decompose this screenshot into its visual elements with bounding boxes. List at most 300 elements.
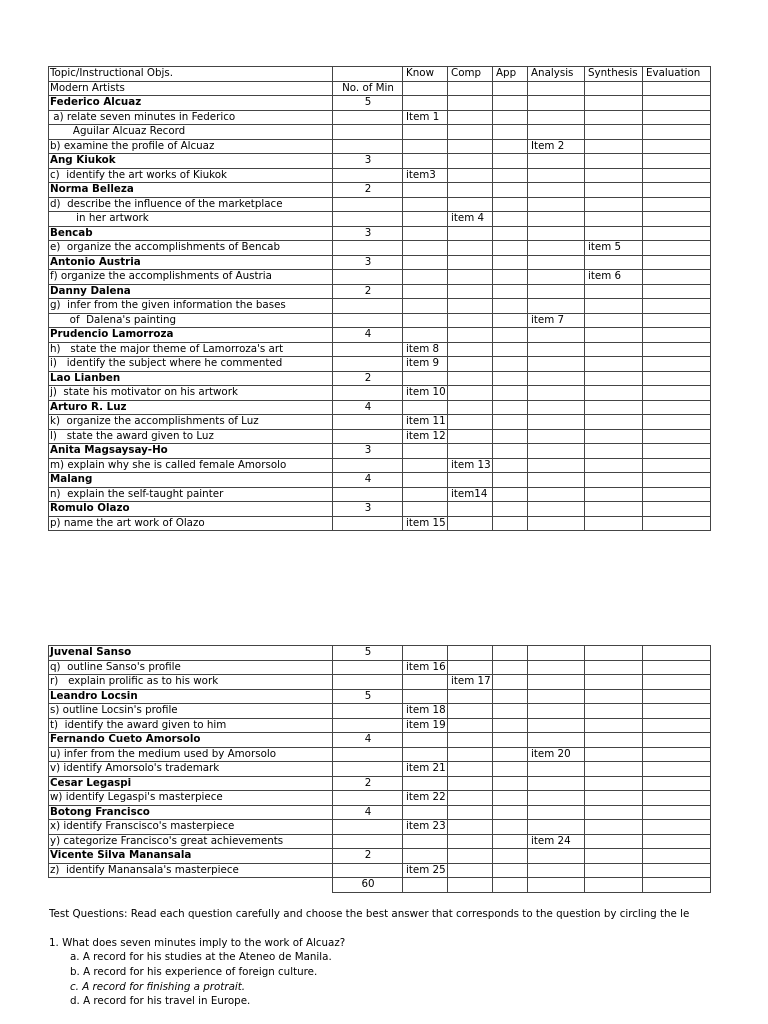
topic-cell: Antonio Austria: [49, 255, 333, 270]
minutes-cell: [333, 241, 403, 256]
app-cell: [493, 386, 528, 401]
know-cell: [403, 733, 448, 748]
total-empty-cell: [448, 878, 493, 893]
topic-cell: Cesar Legaspi: [49, 776, 333, 791]
artist-row: [49, 96, 711, 111]
comp-cell: [448, 762, 493, 777]
know-cell: [403, 81, 448, 96]
know-cell: item 9: [403, 357, 448, 372]
topic-cell: q) outline Sanso's profile: [49, 660, 333, 675]
analysis-cell: [528, 255, 585, 270]
synthesis-cell: [585, 139, 643, 154]
know-cell: [403, 487, 448, 502]
evaluation-cell: [643, 154, 711, 169]
topic-cell: Vicente Silva Manansala: [49, 849, 333, 864]
option-c: c. A record for finishing a protrait.: [70, 981, 246, 993]
topic-cell: Arturo R. Luz: [49, 400, 333, 415]
comp-cell: [448, 805, 493, 820]
know-cell: [403, 328, 448, 343]
evaluation-cell: [643, 96, 711, 111]
minutes-cell: 3: [333, 255, 403, 270]
app-cell: [493, 313, 528, 328]
evaluation-cell: [643, 284, 711, 299]
topic-cell: Bencab: [49, 226, 333, 241]
topic-cell: Ang Kiukok: [49, 154, 333, 169]
objective-row: [49, 747, 711, 762]
synthesis-cell: [585, 415, 643, 430]
app-cell: [493, 139, 528, 154]
evaluation-cell: [643, 820, 711, 835]
objective-row: [49, 357, 711, 372]
minutes-cell: [333, 110, 403, 125]
synthesis-cell: [585, 689, 643, 704]
comp-cell: [448, 255, 493, 270]
know-cell: item 19: [403, 718, 448, 733]
question-stem: 1. What does seven minutes imply to the work of Alcuaz?: [49, 937, 346, 949]
evaluation-cell: [643, 81, 711, 96]
artist-row: [49, 183, 711, 198]
synthesis-cell: [585, 342, 643, 357]
app-cell: [493, 110, 528, 125]
header-comp: Comp: [448, 67, 493, 82]
comp-cell: [448, 284, 493, 299]
know-cell: item 15: [403, 516, 448, 531]
comp-cell: [448, 660, 493, 675]
synthesis-cell: item 5: [585, 241, 643, 256]
evaluation-cell: [643, 473, 711, 488]
topic-cell: Malang: [49, 473, 333, 488]
evaluation-cell: [643, 183, 711, 198]
objective-row: [49, 718, 711, 733]
minutes-cell: 5: [333, 646, 403, 661]
comp-cell: [448, 313, 493, 328]
topic-cell: y) categorize Francisco's great achievements: [49, 834, 333, 849]
minutes-cell: [333, 660, 403, 675]
know-cell: [403, 400, 448, 415]
synthesis-cell: [585, 805, 643, 820]
analysis-cell: [528, 718, 585, 733]
know-cell: [403, 241, 448, 256]
know-cell: item 16: [403, 660, 448, 675]
minutes-cell: [333, 270, 403, 285]
minutes-cell: 3: [333, 444, 403, 459]
comp-cell: [448, 516, 493, 531]
evaluation-cell: [643, 328, 711, 343]
analysis-cell: [528, 96, 585, 111]
minutes-cell: [333, 791, 403, 806]
topic-cell: Leandro Locsin: [49, 689, 333, 704]
evaluation-cell: [643, 125, 711, 140]
evaluation-cell: [643, 168, 711, 183]
analysis-cell: [528, 502, 585, 517]
analysis-cell: item 20: [528, 747, 585, 762]
analysis-cell: [528, 328, 585, 343]
topic-cell: c) identify the art works of Kiukok: [49, 168, 333, 183]
evaluation-cell: [643, 313, 711, 328]
comp-cell: [448, 733, 493, 748]
topic-cell: Norma Belleza: [49, 183, 333, 198]
know-cell: item 21: [403, 762, 448, 777]
topic-cell: v) identify Amorsolo's trademark: [49, 762, 333, 777]
app-cell: [493, 183, 528, 198]
total-empty-cell: [403, 878, 448, 893]
synthesis-cell: [585, 110, 643, 125]
know-cell: item 8: [403, 342, 448, 357]
objective-row: [49, 820, 711, 835]
analysis-cell: [528, 689, 585, 704]
minutes-cell: [333, 357, 403, 372]
evaluation-cell: [643, 689, 711, 704]
comp-cell: [448, 863, 493, 878]
know-cell: item 25: [403, 863, 448, 878]
topic-cell: Botong Francisco: [49, 805, 333, 820]
app-cell: [493, 718, 528, 733]
minutes-cell: 4: [333, 400, 403, 415]
artist-row: [49, 284, 711, 299]
know-cell: [403, 197, 448, 212]
synthesis-cell: [585, 328, 643, 343]
evaluation-cell: [643, 110, 711, 125]
analysis-cell: [528, 675, 585, 690]
know-cell: [403, 313, 448, 328]
app-cell: [493, 689, 528, 704]
analysis-cell: [528, 125, 585, 140]
app-cell: [493, 487, 528, 502]
know-cell: item 23: [403, 820, 448, 835]
app-cell: [493, 241, 528, 256]
topic-cell: Anita Magsaysay-Ho: [49, 444, 333, 459]
comp-cell: [448, 704, 493, 719]
know-cell: [403, 747, 448, 762]
minutes-cell: [333, 820, 403, 835]
minutes-cell: [333, 139, 403, 154]
objective-row: [49, 487, 711, 502]
synthesis-cell: [585, 168, 643, 183]
app-cell: [493, 212, 528, 227]
objective-row: [49, 110, 711, 125]
comp-cell: [448, 718, 493, 733]
analysis-cell: [528, 183, 585, 198]
synthesis-cell: [585, 255, 643, 270]
app-cell: [493, 429, 528, 444]
analysis-cell: [528, 415, 585, 430]
app-cell: [493, 516, 528, 531]
comp-cell: [448, 646, 493, 661]
app-cell: [493, 733, 528, 748]
option-a: a. A record for his studies at the Ateneo de Manila.: [70, 951, 332, 963]
app-cell: [493, 820, 528, 835]
header-topic: Topic/Instructional Objs.: [49, 67, 333, 82]
objective-row: [49, 168, 711, 183]
evaluation-cell: [643, 357, 711, 372]
evaluation-cell: [643, 863, 711, 878]
synthesis-cell: [585, 357, 643, 372]
synthesis-cell: [585, 226, 643, 241]
objective-row: [49, 197, 711, 212]
synthesis-cell: [585, 183, 643, 198]
synthesis-cell: [585, 386, 643, 401]
evaluation-cell: [643, 255, 711, 270]
minutes-cell: [333, 863, 403, 878]
comp-cell: [448, 776, 493, 791]
objective-row: [49, 241, 711, 256]
minutes-cell: 4: [333, 733, 403, 748]
evaluation-cell: [643, 429, 711, 444]
topic-cell: l) state the award given to Luz: [49, 429, 333, 444]
know-cell: [403, 444, 448, 459]
synthesis-cell: [585, 776, 643, 791]
synthesis-cell: [585, 81, 643, 96]
comp-cell: [448, 386, 493, 401]
topic-cell: f) organize the accomplishments of Austria: [49, 270, 333, 285]
synthesis-cell: [585, 284, 643, 299]
evaluation-cell: [643, 487, 711, 502]
app-cell: [493, 81, 528, 96]
synthesis-cell: [585, 646, 643, 661]
header-min: [333, 67, 403, 82]
synthesis-cell: [585, 820, 643, 835]
header-analysis: Analysis: [528, 67, 585, 82]
know-cell: [403, 125, 448, 140]
total-empty-cell: [585, 878, 643, 893]
option-b: b. A record for his experience of foreign culture.: [70, 966, 318, 978]
evaluation-cell: [643, 516, 711, 531]
objective-row: [49, 299, 711, 314]
know-cell: [403, 183, 448, 198]
analysis-cell: [528, 400, 585, 415]
blank-cell: [49, 878, 333, 893]
evaluation-cell: [643, 776, 711, 791]
topic-cell: i) identify the subject where he commented: [49, 357, 333, 372]
comp-cell: [448, 81, 493, 96]
synthesis-cell: [585, 660, 643, 675]
synthesis-cell: [585, 371, 643, 386]
analysis-cell: [528, 386, 585, 401]
evaluation-cell: [643, 660, 711, 675]
app-cell: [493, 834, 528, 849]
app-cell: [493, 660, 528, 675]
evaluation-cell: [643, 299, 711, 314]
topic-cell: t) identify the award given to him: [49, 718, 333, 733]
evaluation-cell: [643, 718, 711, 733]
topic-cell: Juvenal Sanso: [49, 646, 333, 661]
synthesis-cell: [585, 299, 643, 314]
app-cell: [493, 328, 528, 343]
header-synthesis: Synthesis: [585, 67, 643, 82]
analysis-cell: [528, 762, 585, 777]
comp-cell: [448, 299, 493, 314]
synthesis-cell: [585, 863, 643, 878]
know-cell: [403, 284, 448, 299]
minutes-cell: [333, 516, 403, 531]
comp-cell: [448, 270, 493, 285]
topic-cell: Danny Dalena: [49, 284, 333, 299]
topic-cell: g) infer from the given information the bases: [49, 299, 333, 314]
app-cell: [493, 849, 528, 864]
topic-cell: b) examine the profile of Alcuaz: [49, 139, 333, 154]
synthesis-cell: [585, 733, 643, 748]
know-cell: [403, 473, 448, 488]
artist-row: [49, 502, 711, 517]
app-cell: [493, 154, 528, 169]
objective-row: [49, 415, 711, 430]
app-cell: [493, 125, 528, 140]
objective-row: [49, 125, 711, 140]
topic-cell: j) state his motivator on his artwork: [49, 386, 333, 401]
topic-cell: in her artwork: [49, 212, 333, 227]
analysis-cell: [528, 487, 585, 502]
comp-cell: [448, 444, 493, 459]
option-d: d. A record for his travel in Europe.: [70, 995, 251, 1007]
know-cell: [403, 299, 448, 314]
know-cell: [403, 805, 448, 820]
artist-row: [49, 689, 711, 704]
analysis-cell: [528, 805, 585, 820]
comp-cell: item 4: [448, 212, 493, 227]
minutes-cell: [333, 704, 403, 719]
app-cell: [493, 791, 528, 806]
minutes-cell: [333, 313, 403, 328]
analysis-cell: [528, 212, 585, 227]
app-cell: [493, 704, 528, 719]
objective-row: [49, 863, 711, 878]
comp-cell: [448, 125, 493, 140]
minutes-cell: No. of Min: [333, 81, 403, 96]
analysis-cell: [528, 863, 585, 878]
comp-cell: [448, 400, 493, 415]
topic-cell: Romulo Olazo: [49, 502, 333, 517]
evaluation-cell: [643, 415, 711, 430]
objective-row: [49, 660, 711, 675]
evaluation-cell: [643, 791, 711, 806]
synthesis-cell: [585, 458, 643, 473]
know-cell: [403, 96, 448, 111]
comp-cell: [448, 197, 493, 212]
comp-cell: [448, 226, 493, 241]
know-cell: Item 1: [403, 110, 448, 125]
synthesis-cell: [585, 429, 643, 444]
app-cell: [493, 747, 528, 762]
know-cell: item 22: [403, 791, 448, 806]
artist-row: [49, 733, 711, 748]
comp-cell: [448, 429, 493, 444]
app-cell: [493, 415, 528, 430]
synthesis-cell: [585, 125, 643, 140]
objective-row: [49, 675, 711, 690]
comp-cell: [448, 502, 493, 517]
know-cell: item 11: [403, 415, 448, 430]
analysis-cell: [528, 429, 585, 444]
synthesis-cell: item 6: [585, 270, 643, 285]
total-minutes: 60: [333, 878, 403, 893]
know-cell: [403, 849, 448, 864]
artist-row: [49, 646, 711, 661]
app-cell: [493, 776, 528, 791]
analysis-cell: [528, 284, 585, 299]
total-empty-cell: [493, 878, 528, 893]
artist-row: [49, 444, 711, 459]
synthesis-cell: [585, 313, 643, 328]
evaluation-cell: [643, 733, 711, 748]
evaluation-cell: [643, 342, 711, 357]
topic-cell: of Dalena's painting: [49, 313, 333, 328]
minutes-cell: 2: [333, 371, 403, 386]
minutes-cell: [333, 386, 403, 401]
minutes-cell: [333, 415, 403, 430]
test-instructions: Test Questions: Read each question carefully and choose the best answer that corresponds to the question by circling the le: [49, 908, 690, 920]
minutes-cell: 2: [333, 776, 403, 791]
evaluation-cell: [643, 747, 711, 762]
minutes-cell: 2: [333, 183, 403, 198]
table-of-specification-continued: [48, 645, 711, 893]
evaluation-cell: [643, 762, 711, 777]
minutes-cell: [333, 429, 403, 444]
table-of-specification: [48, 66, 711, 531]
evaluation-cell: [643, 212, 711, 227]
comp-cell: [448, 342, 493, 357]
know-cell: [403, 776, 448, 791]
know-cell: item 18: [403, 704, 448, 719]
synthesis-cell: [585, 473, 643, 488]
header-evaluation: Evaluation: [643, 67, 711, 82]
table-header-row: [49, 67, 711, 82]
comp-cell: item 17: [448, 675, 493, 690]
analysis-cell: [528, 473, 585, 488]
analysis-cell: [528, 241, 585, 256]
topic-cell: w) identify Legaspi's masterpiece: [49, 791, 333, 806]
app-cell: [493, 197, 528, 212]
evaluation-cell: [643, 444, 711, 459]
app-cell: [493, 444, 528, 459]
evaluation-cell: [643, 805, 711, 820]
minutes-cell: [333, 675, 403, 690]
minutes-cell: 4: [333, 328, 403, 343]
know-cell: [403, 139, 448, 154]
topic-cell: Prudencio Lamorroza: [49, 328, 333, 343]
app-cell: [493, 805, 528, 820]
comp-cell: [448, 820, 493, 835]
evaluation-cell: [643, 675, 711, 690]
evaluation-cell: [643, 458, 711, 473]
total-row: [49, 878, 711, 893]
topic-cell: Lao Lianben: [49, 371, 333, 386]
app-cell: [493, 168, 528, 183]
app-cell: [493, 646, 528, 661]
topic-cell: m) explain why she is called female Amorsolo: [49, 458, 333, 473]
evaluation-cell: [643, 849, 711, 864]
analysis-cell: [528, 444, 585, 459]
evaluation-cell: [643, 704, 711, 719]
objective-row: [49, 342, 711, 357]
comp-cell: [448, 183, 493, 198]
evaluation-cell: [643, 371, 711, 386]
analysis-cell: [528, 704, 585, 719]
analysis-cell: [528, 197, 585, 212]
analysis-cell: [528, 458, 585, 473]
app-cell: [493, 502, 528, 517]
comp-cell: [448, 473, 493, 488]
synthesis-cell: [585, 197, 643, 212]
app-cell: [493, 255, 528, 270]
artist-row: [49, 805, 711, 820]
know-cell: [403, 270, 448, 285]
topic-cell: r) explain prolific as to his work: [49, 675, 333, 690]
minutes-cell: 4: [333, 473, 403, 488]
topic-cell: x) identify Franscisco's masterpiece: [49, 820, 333, 835]
subheader-row: [49, 81, 711, 96]
app-cell: [493, 284, 528, 299]
minutes-cell: 5: [333, 96, 403, 111]
